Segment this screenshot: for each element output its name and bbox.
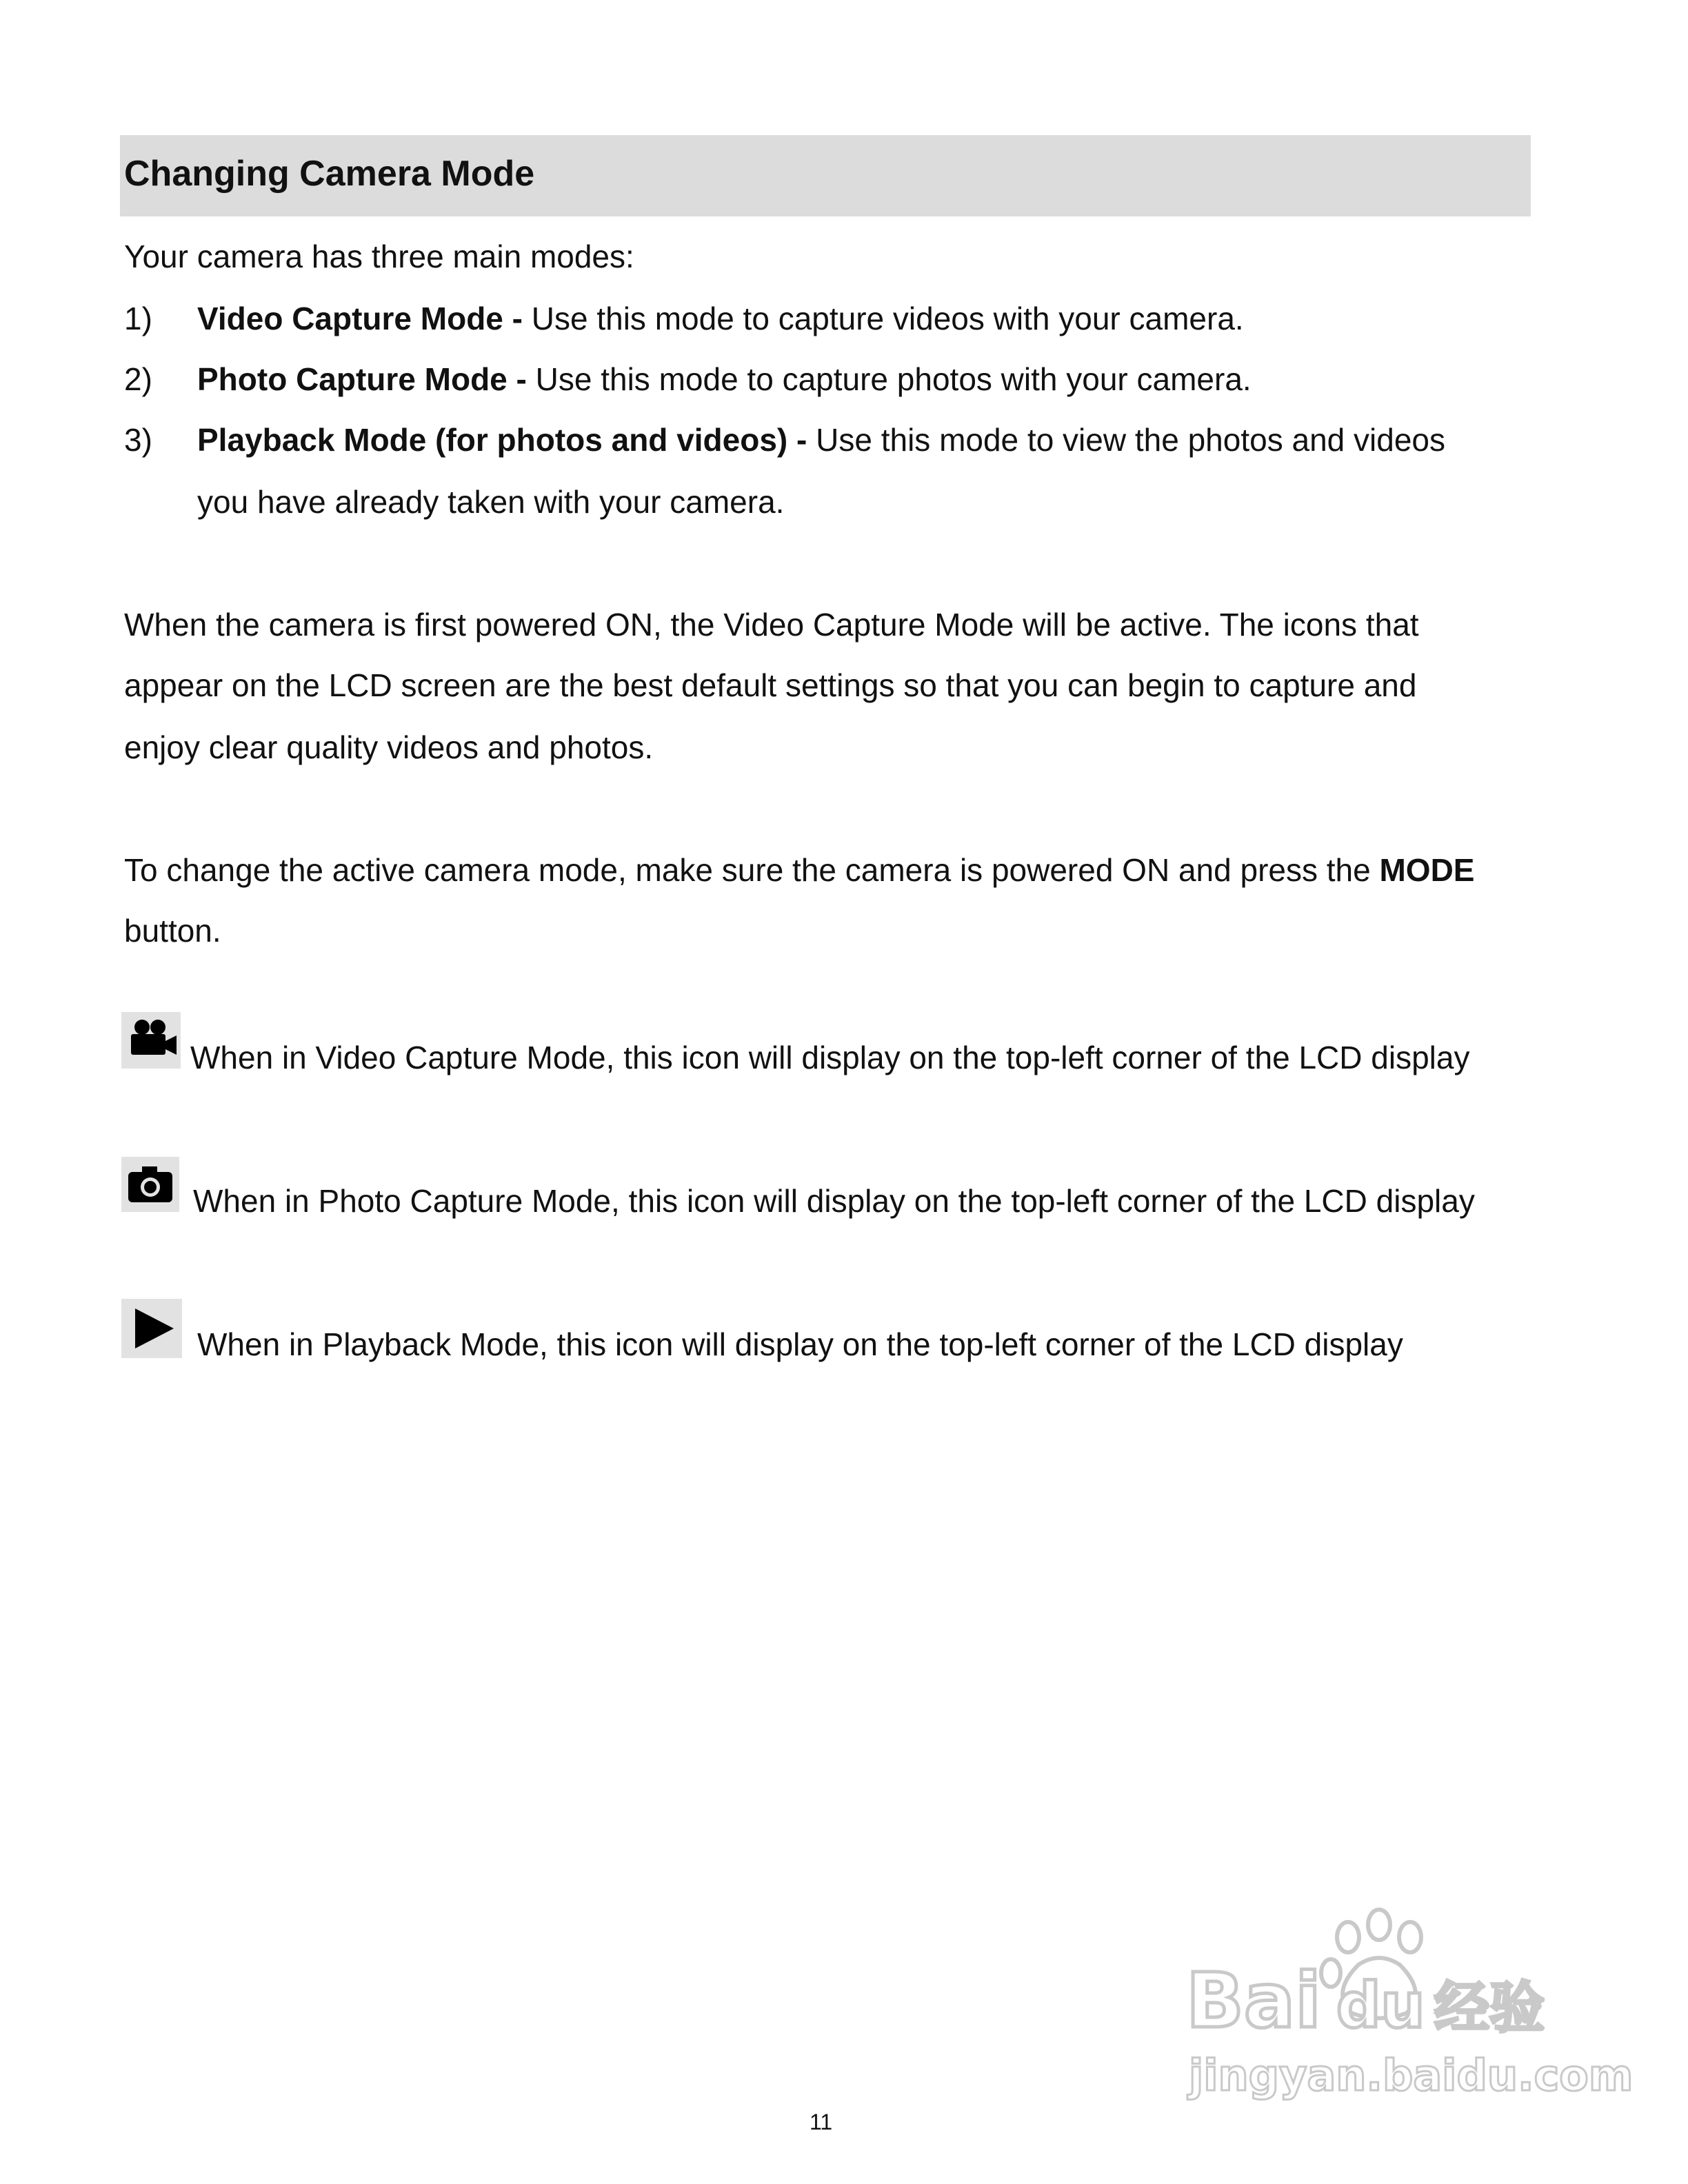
list-item	[197, 360, 1252, 398]
intro-text: Your camera has three main modes:	[124, 239, 634, 274]
svg-text:Bai: Bai	[1186, 1957, 1321, 2045]
paragraph-line: When the camera is first powered ON, the Video Capture Mode will be active. The icons that	[124, 607, 1419, 643]
mode-description: Use this mode to capture photos with your camera.	[526, 361, 1252, 397]
paragraph-line: appear on the LCD screen are the best default settings so that you can begin to capture and	[124, 667, 1417, 703]
list-item	[197, 299, 1244, 338]
play-icon	[121, 1299, 182, 1358]
list-number: 3)	[124, 422, 152, 458]
svg-text:du: du	[1336, 1970, 1425, 2042]
mode-description: Use this mode to view the photos and videos	[807, 422, 1445, 458]
mode-description-continued: you have already taken with your camera.	[197, 484, 785, 520]
svg-text:经验: 经验	[1434, 1976, 1545, 2040]
icon-description: When in Video Capture Mode, this icon will display on the top-left corner of the LCD display	[190, 1040, 1470, 1075]
list-item	[197, 421, 1445, 459]
mode-title: Video Capture Mode -	[197, 301, 523, 336]
photo-camera-icon	[121, 1157, 179, 1212]
section-heading-bar	[120, 135, 1531, 216]
video-camera-icon	[121, 1012, 181, 1069]
svg-text:jingyan.baidu.com: jingyan.baidu.com	[1189, 2050, 1634, 2101]
icon-description: When in Photo Capture Mode, this icon will display on the top-left corner of the LCD display	[193, 1183, 1475, 1219]
paragraph-line: enjoy clear quality videos and photos.	[124, 729, 654, 765]
list-number: 1)	[124, 301, 152, 336]
mode-description: Use this mode to capture videos with your camera.	[522, 301, 1244, 336]
section-heading: Changing Camera Mode	[124, 154, 535, 194]
paragraph-line	[124, 851, 1474, 889]
mode-title: Playback Mode (for photos and videos) -	[197, 422, 807, 458]
mode-title: Photo Capture Mode -	[197, 361, 527, 397]
paragraph-text: To change the active camera mode, make sure the camera is powered ON and press the	[124, 852, 1380, 888]
paragraph-line: button.	[124, 913, 221, 949]
icon-description: When in Playback Mode, this icon will display on the top-left corner of the LCD display	[197, 1326, 1403, 1362]
mode-button-name: MODE	[1379, 852, 1475, 888]
page-number: 11	[810, 2110, 833, 2134]
baidu-jingyan-watermark	[1172, 1910, 1634, 2110]
list-number: 2)	[124, 361, 152, 397]
